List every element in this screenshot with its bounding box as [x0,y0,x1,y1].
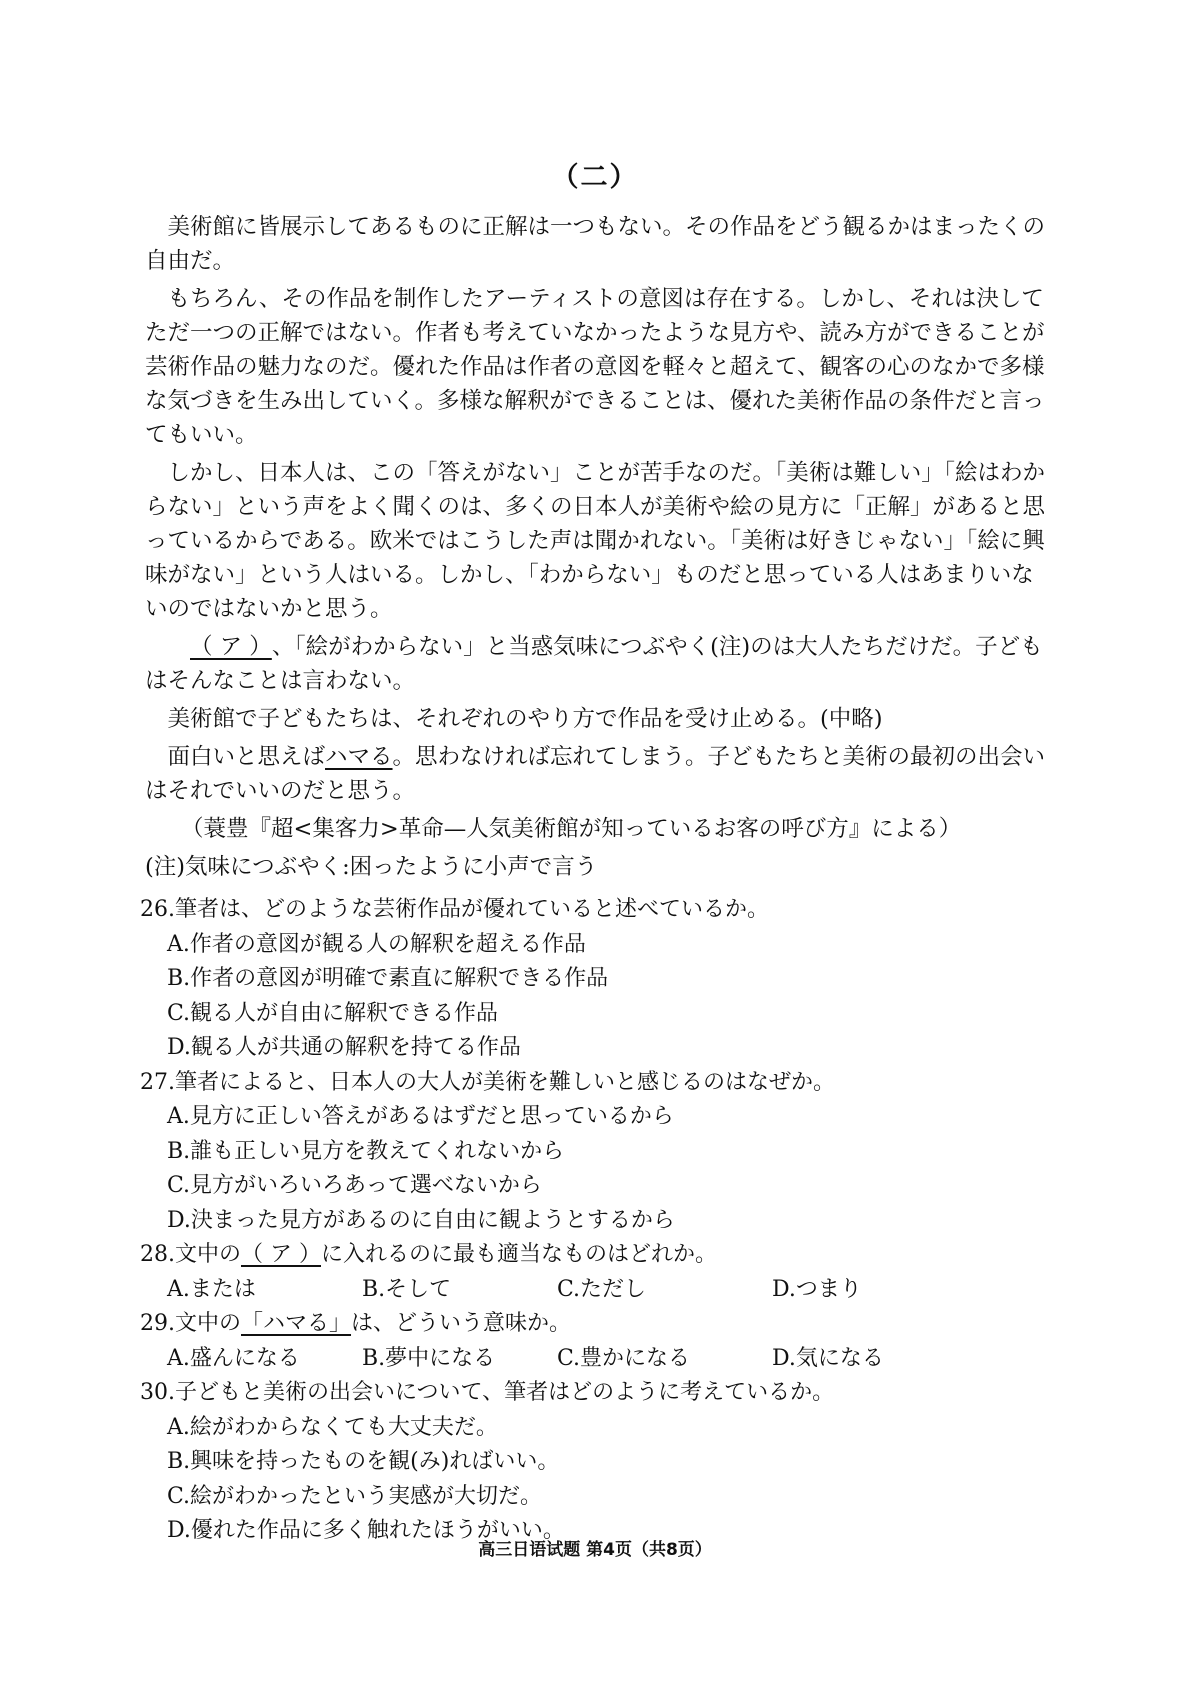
passage-paragraph-6 [145,740,1050,808]
option-c: C.見方がいろいろあって選べないから [167,1173,542,1198]
question-28 [140,1238,1060,1307]
question-27 [140,1066,1060,1239]
question-stem-after: は、どういう意味か。 [351,1311,572,1336]
footnote: (注)気味につぶやく:困ったように小声で言う [145,854,598,880]
option-d: D.観る人が共通の解釈を持てる作品 [167,1035,521,1060]
option-c: C.絵がわかったという実感が大切だ。 [167,1483,543,1509]
question-stem-before: 28.文中の [140,1242,241,1267]
question-29 [140,1307,1060,1376]
option-row [140,1342,1060,1377]
source-citation: （蓑豊『超<集客力>革命—人気美術館が知っているお客の呼び方』による） [181,816,962,842]
question-stem-before: 29.文中の [140,1311,241,1336]
option-d: D.気になる [772,1345,884,1371]
underlined-hamaru: ハマる [325,744,393,770]
option-b: B.誰も正しい見方を教えてくれないから [167,1138,565,1164]
option-a: A.絵がわからなくても大丈夫だ。 [167,1414,498,1440]
question-stem: 27.筆者によると、日本人の大人が美術を難しいと感じるのはなぜか。 [140,1069,835,1095]
option-d: D.優れた作品に多く触れたほうがいい。 [167,1518,565,1543]
section-title: （二） [551,162,639,193]
blank-a: （ ア ） [190,634,272,660]
option-b: B.興味を持ったものを観(み)ればいい。 [167,1449,560,1474]
option-b: B.作者の意図が明確で素直に解釈できる作品 [167,966,609,991]
question-stem [140,1307,1060,1342]
question-stem-after: に入れるのに最も適当なものはどれか。 [321,1242,718,1267]
passage-paragraph-2: もちろん、その作品を制作したアーティストの意図は存在する。しかし、それは決してただ一つの正解ではない。作者も考えていなかったような見方や、読み方ができることが芸術作品の魅力なのだ。優れた作品は作者の意図を軽々と超えて、観客の心のなかで多様な気づきを生み出していく。多様な解釈ができることは、優れた美術作品の条件だと言ってもいい。 [145,286,1045,448]
option-a: A.作者の意図が観る人の解釈を超える作品 [167,931,586,957]
question-stem [140,1238,1060,1273]
question-26 [140,893,1060,1066]
option-c: C.豊かになる [557,1345,691,1371]
passage-paragraph-6-after: 。思わなければ忘れてしまう。子どもたちと美術の最初の出会いはそれでいいのだと思う。 [145,744,1046,804]
underlined-blank-a: （ ア ） [241,1242,321,1267]
passage-paragraph-5: 美術館で子どもたちは、それぞれのやり方で作品を受け止める。(中略) [167,706,883,732]
option-a: A.盛んになる [167,1345,300,1371]
underlined-hamaru: 「ハマる」 [241,1311,352,1336]
option-b: B.夢中になる [362,1345,496,1371]
question-stem: 26.筆者は、どのような芸術作品が優れていると述べているか。 [140,897,769,922]
option-d: D.決まった見方があるのに自由に観ようとするから [167,1207,675,1233]
option-a: A.または [167,1276,256,1302]
reading-passage [145,210,1050,888]
option-b: B.そして [362,1276,452,1302]
option-c: C.ただし [557,1276,647,1302]
passage-paragraph-1: 美術館に皆展示してあるものに正解は一つもない。その作品をどう観るかはまったくの自由だ。 [145,214,1046,274]
passage-paragraph-6-before: 面白いと思えば [167,744,326,770]
page-footer: 高三日语试题 第4页（共8页） [478,1540,712,1560]
passage-paragraph-4 [145,630,1050,698]
option-d: D.つまり [772,1276,862,1302]
option-a: A.見方に正しい答えがあるはずだと思っているから [167,1104,674,1129]
option-c: C.観る人が自由に解釈できる作品 [167,1000,499,1026]
question-30 [140,1376,1060,1549]
passage-paragraph-4-text: 、「絵がわからない」と当惑気味につぶやく(注)のは大人たちだけだ。子どもはそんなことは言わない。 [145,634,1043,694]
question-stem: 30.子どもと美術の出会いについて、筆者はどのように考えているか。 [140,1380,835,1405]
passage-paragraph-3: しかし、日本人は、この「答えがない」ことが苦手なのだ。「美術は難しい」「絵はわからない」という声をよく聞くのは、多くの日本人が美術や絵の見方に「正解」があると思っているからである。欧米ではこうした声は聞かれない。「美術は好きじゃない」「絵に興味がない」という人はいる。しかし、「わからない」ものだと思っている人はあまりいないのではないかと思う。 [145,460,1046,622]
question-list [140,893,1060,1549]
option-row [140,1273,1060,1308]
